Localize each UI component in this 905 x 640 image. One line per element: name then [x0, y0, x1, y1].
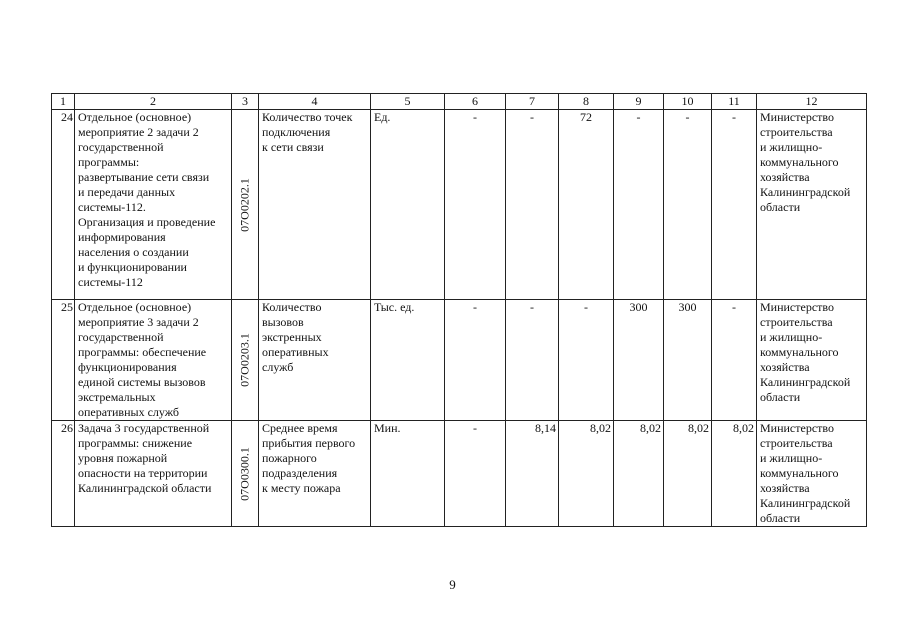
event-description: Задача 3 государственной программы: снижение уровня пожарной опасности на территории Калининградской области [75, 421, 232, 527]
program-code: 07О0202.1 [237, 177, 252, 232]
row-number: 26 [52, 421, 75, 527]
value-col-6: - [445, 300, 506, 421]
value-col-10: 300 [664, 300, 712, 421]
value-col-9: 300 [614, 300, 664, 421]
header-cell: 4 [259, 94, 371, 110]
row-number: 25 [52, 300, 75, 421]
value-col-6: - [445, 110, 506, 300]
value-col-11: 8,02 [712, 421, 757, 527]
value-col-11: - [712, 300, 757, 421]
unit-of-measure: Ед. [371, 110, 445, 300]
value-col-11: - [712, 110, 757, 300]
unit-of-measure: Мин. [371, 421, 445, 527]
header-cell: 5 [371, 94, 445, 110]
value-col-10: 8,02 [664, 421, 712, 527]
value-col-8: 72 [559, 110, 614, 300]
indicators-table [51, 93, 867, 527]
header-cell: 1 [52, 94, 75, 110]
header-cell: 3 [232, 94, 259, 110]
value-col-9: - [614, 110, 664, 300]
responsible-body: Министерство строительства и жилищно- коммунального хозяйства Калининградской области [757, 300, 867, 421]
indicator-name: Среднее время прибытия первого пожарного подразделения к месту пожара [259, 421, 371, 527]
header-cell: 11 [712, 94, 757, 110]
event-description: Отдельное (основное) мероприятие 2 задачи 2 государственной программы: развертывание сети связи и передачи данных системы-112. Организация и проведение информирования населения о создании и функционировании системы-112 [75, 110, 232, 300]
responsible-body: Министерство строительства и жилищно- коммунального хозяйства Калининградской области [757, 110, 867, 300]
header-cell: 6 [445, 94, 506, 110]
value-col-8: 8,02 [559, 421, 614, 527]
code-cell [232, 300, 259, 421]
header-cell: 7 [506, 94, 559, 110]
header-cell: 10 [664, 94, 712, 110]
unit-of-measure: Тыс. ед. [371, 300, 445, 421]
indicator-name: Количество вызовов экстренных оперативных служб [259, 300, 371, 421]
code-cell [232, 421, 259, 527]
value-col-7: - [506, 110, 559, 300]
header-cell: 2 [75, 94, 232, 110]
value-col-7: - [506, 300, 559, 421]
program-code: 07О0300.1 [237, 446, 252, 501]
value-col-10: - [664, 110, 712, 300]
value-col-6: - [445, 421, 506, 527]
table-row [52, 110, 867, 300]
table-row [52, 300, 867, 421]
value-col-8: - [559, 300, 614, 421]
header-cell: 12 [757, 94, 867, 110]
value-col-9: 8,02 [614, 421, 664, 527]
page-number: 9 [449, 577, 456, 592]
table-row [52, 421, 867, 527]
program-code: 07О0203.1 [237, 333, 252, 387]
header-row [52, 94, 867, 110]
header-cell: 9 [614, 94, 664, 110]
header-cell: 8 [559, 94, 614, 110]
value-col-7: 8,14 [506, 421, 559, 527]
responsible-body: Министерство строительства и жилищно- коммунального хозяйства Калининградской области [757, 421, 867, 527]
row-number: 24 [52, 110, 75, 300]
code-cell [232, 110, 259, 300]
indicator-name: Количество точек подключения к сети связи [259, 110, 371, 300]
event-description: Отдельное (основное) мероприятие 3 задачи 2 государственной программы: обеспечение функционирования единой системы вызовов экстремальных оперативных служб [75, 300, 232, 421]
